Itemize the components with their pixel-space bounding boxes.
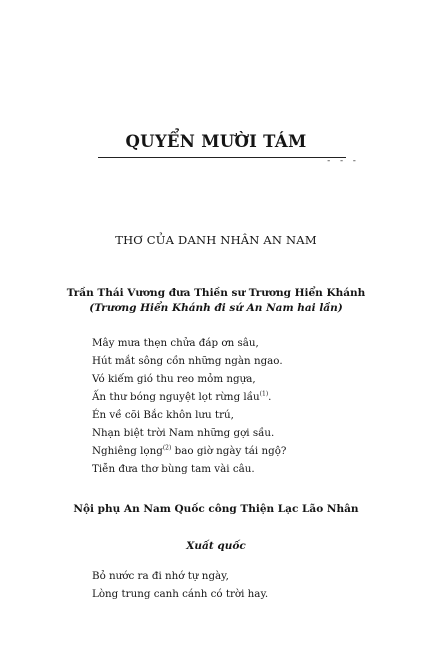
poem-line: Hút mắt sông cồn những ngàn ngao.: [92, 355, 283, 367]
title-rule-dash: - - -: [326, 156, 359, 166]
poem-line: Lòng trung canh cánh có trời hay.: [92, 588, 269, 600]
poem-line: Mây mưa thẹn chửa đáp ơn sâu,: [92, 337, 259, 349]
poem2-title: Nội phụ An Nam Quốc công Thiện Lạc Lão Nhân: [73, 503, 359, 515]
poem-line: Én về cõi Bắc khôn lưu trú,: [92, 409, 234, 421]
poem-subtitle: (Trương Hiển Khánh đi sứ An Nam hai lần): [89, 302, 343, 314]
poem-line: Ấn thư bóng nguyệt lọt rừng lầu$^{(1)}$.: [92, 390, 272, 403]
poem-line: Bỏ nước ra đi nhớ tự ngày,: [92, 570, 229, 582]
poem-title: Trần Thái Vương đưa Thiền sư Trương Hiển Khánh: [66, 287, 366, 299]
poem-line: Nhạn biệt trời Nam những gợi sầu.: [92, 427, 275, 439]
poem2-subheading: Xuất quốc: [186, 540, 246, 552]
title-rule: [98, 157, 346, 158]
footnote-marker: (2): [162, 444, 172, 452]
footnote-marker: (1): [259, 390, 269, 398]
poem-line: Tiễn đưa thơ bùng tam vài câu.: [92, 463, 255, 475]
poem-line: Vó kiếm gió thu reo mỏm ngựa,: [92, 373, 256, 385]
section-title: THƠ CỦA DANH NHÂN AN NAM: [115, 233, 317, 247]
poem-line: Nghiêng lọng$^{(2)}$ bao giờ ngày tái ngộ?: [92, 444, 287, 457]
chapter-title: QUYỂN MƯỜI TÁM: [125, 132, 307, 151]
